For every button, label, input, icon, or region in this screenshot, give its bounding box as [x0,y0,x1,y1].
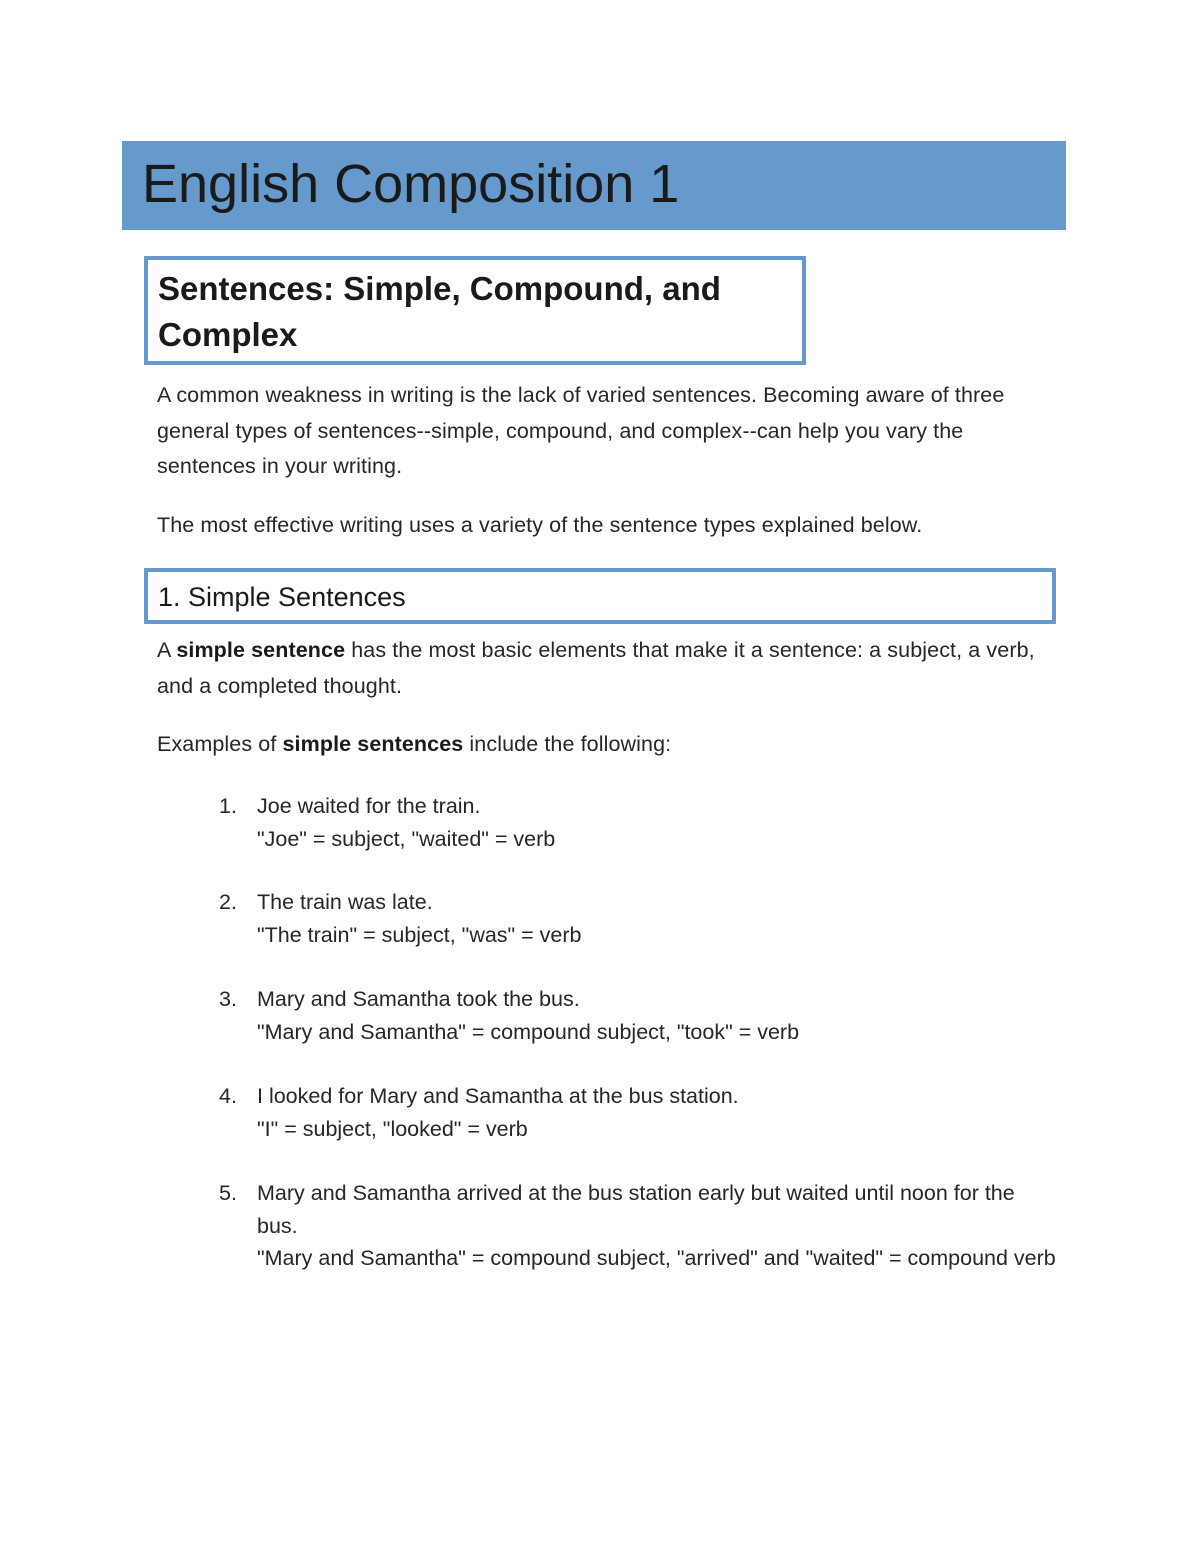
example-analysis: "I" = subject, "looked" = verb [257,1116,528,1141]
section-title: Sentences: Simple, Compound, and Complex [158,270,721,353]
list-item-number: 1. [219,794,237,818]
examples-intro [157,727,1037,763]
definition-paragraph [157,633,1037,704]
definition-suffix: has the most basic elements that make it a sentence: a subject, a verb, and a completed thought. [157,638,1035,698]
example-sentence: The train was late. [257,890,433,914]
title-banner [122,141,1066,230]
list-item-number: 2. [219,890,237,914]
intro-paragraph-2: The most effective writing uses a variety of the sentence types explained below. [157,513,923,537]
document-title: English Composition 1 [142,154,680,214]
list-item-number: 5. [219,1181,237,1205]
list-item-number: 4. [219,1084,237,1108]
definition-term: simple sentence [176,638,346,662]
intro-paragraph-1: A common weakness in writing is the lack of varied sentences. Becoming aware of three general types of sentences--simple, compound, and complex--can help you vary the sentences in your writing. [157,383,1005,478]
section-heading-box [144,256,806,365]
example-sentence: I looked for Mary and Samantha at the bus station. [257,1084,739,1108]
examples-suffix: include the following: [463,732,672,756]
example-analysis: "The train" = subject, "was" = verb [257,922,582,947]
example-analysis: "Mary and Samantha" = compound subject, "took" = verb [257,1019,800,1044]
list-item-number: 3. [219,987,237,1011]
examples-term: simple sentences [282,732,464,756]
example-sentence: Joe waited for the train. [257,794,481,818]
examples-prefix: Examples of [157,732,283,756]
example-analysis: "Mary and Samantha" = compound subject, "arrived" and "waited" = compound verb [257,1246,1056,1270]
example-sentence: Mary and Samantha took the bus. [257,987,580,1011]
example-sentence: Mary and Samantha arrived at the bus station early but waited until noon for the bus. [257,1181,1015,1238]
definition-prefix: A [157,638,177,662]
subsection-heading-box [144,568,1056,624]
example-analysis: "Joe" = subject, "waited" = verb [257,826,556,851]
subsection-title: 1. Simple Sentences [158,582,406,612]
